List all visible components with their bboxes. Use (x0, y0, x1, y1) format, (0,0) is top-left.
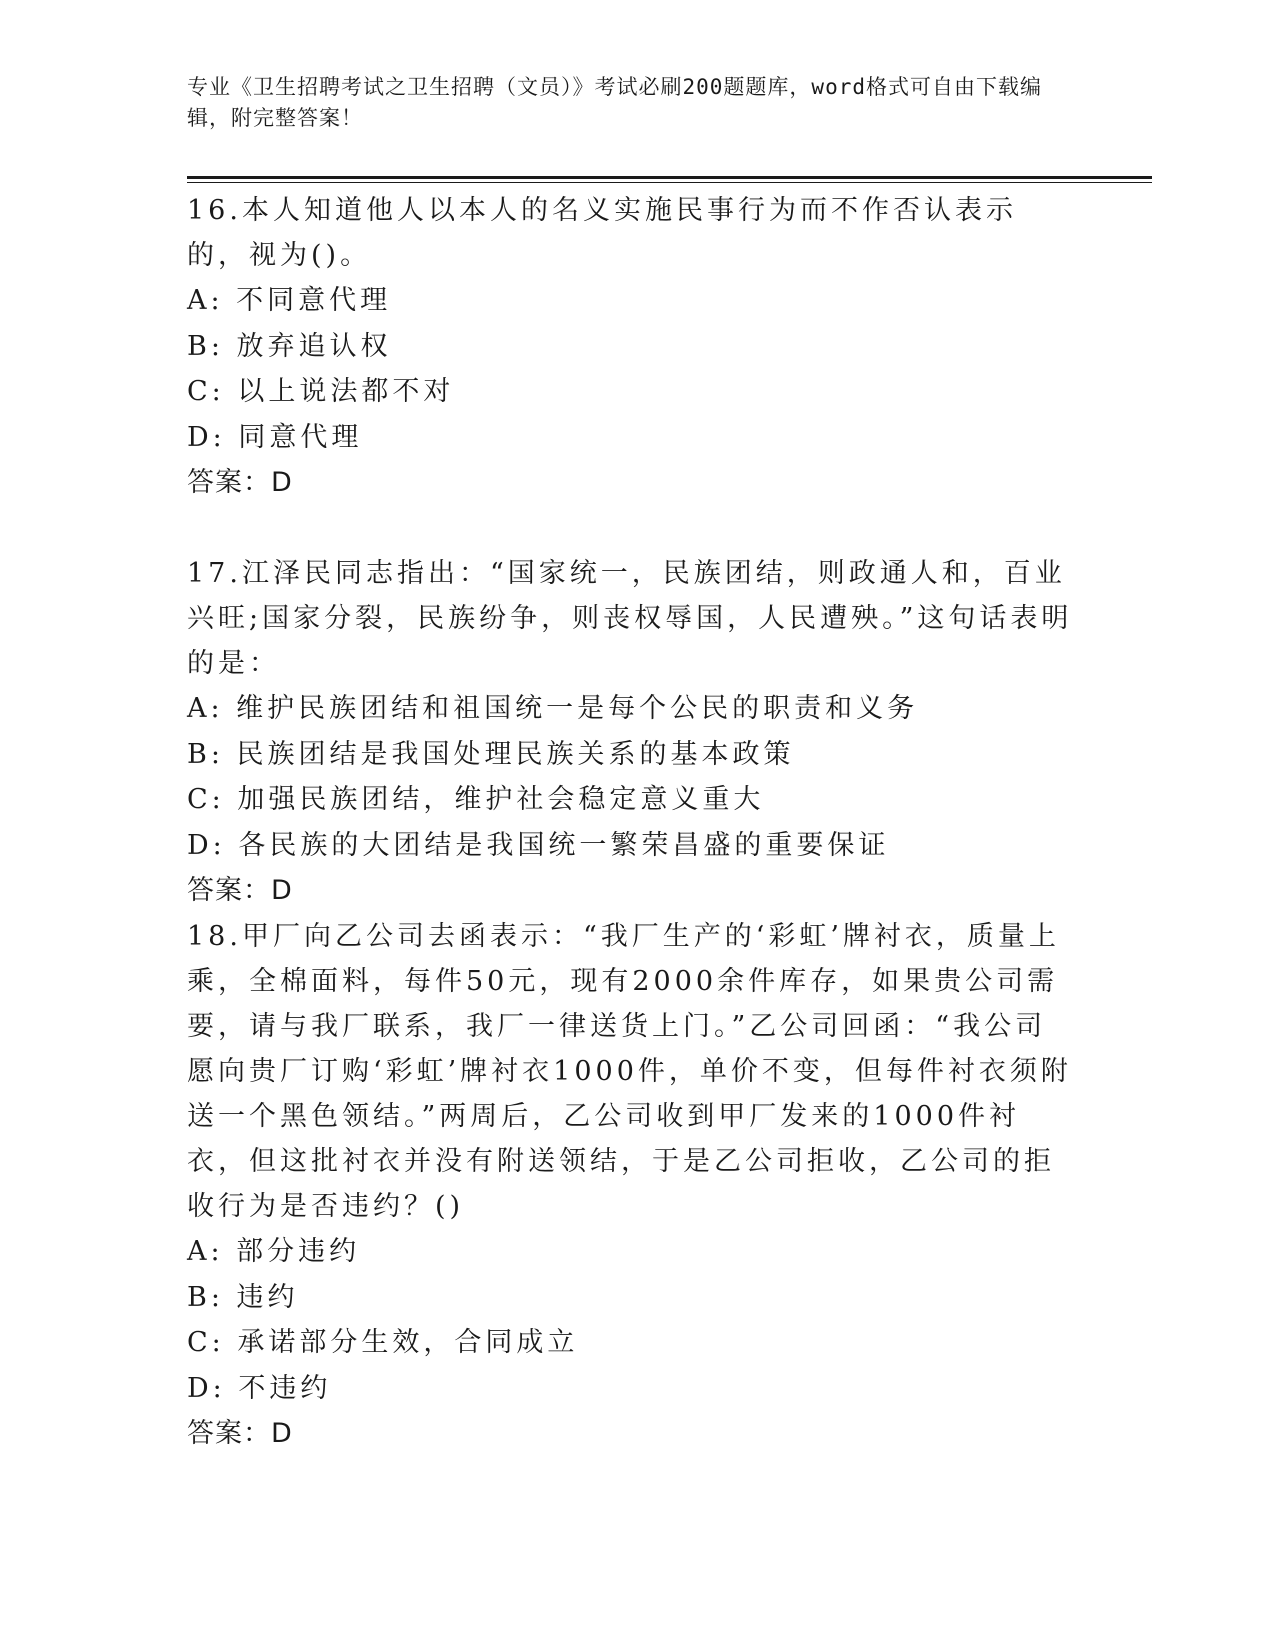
option-b: B: 民族团结是我国处理民族关系的基本政策 (187, 738, 795, 770)
option-d: D: 各民族的大团结是我国统一繁荣昌盛的重要保证 (187, 829, 890, 861)
option-d: D: 同意代理 (187, 421, 363, 453)
option-b: B: 违约 (187, 1281, 299, 1313)
option-a: A: 部分违约 (187, 1236, 361, 1267)
option-b: B: 放弃追认权 (187, 330, 392, 362)
question-stem: 17.江泽民同志指出：“国家统一，民族团结，则政通人和，百业兴旺;国家分裂，民族纷争，则丧权辱国，人民遭殃。”这句话表明的是： (187, 558, 1073, 679)
document-header: 专业《卫生招聘考试之卫生招聘（文员）》考试必刷200题题库，word格式可自由下载编辑，附完整答案！ (187, 75, 1042, 130)
question-16 (187, 188, 1077, 505)
option-a: A: 维护民族团结和祖国统一是每个公民的职责和义务 (187, 693, 919, 724)
option-c: C: 加强民族团结，维护社会稳定意义重大 (187, 784, 765, 815)
question-17 (187, 551, 1077, 913)
option-a: A: 不同意代理 (187, 285, 392, 316)
answer: 答案：D (187, 875, 293, 906)
answer: 答案：D (187, 467, 293, 498)
option-d: D: 不违约 (187, 1372, 332, 1404)
header-divider-thick (187, 176, 1152, 179)
option-c: C: 承诺部分生效，合同成立 (187, 1327, 579, 1358)
header-divider-thin (187, 182, 1152, 183)
option-c: C: 以上说法都不对 (187, 376, 455, 407)
question-stem: 16.本人知道他人以本人的名义实施民事行为而不作否认表示的，视为()。 (187, 195, 1017, 271)
answer: 答案：D (187, 1418, 293, 1449)
question-stem: 18.甲厂向乙公司去函表示：“我厂生产的‘彩虹’牌衬衣，质量上乘，全棉面料，每件50元，现有2000余件库存，如果贵公司需要，请与我厂联系，我厂一律送货上门。”乙公司回函：“我公司愿向贵厂订购‘彩虹’牌衬衣1000件，单价不变，但每件衬衣须附送一个黑色领结。”两周后，乙公司收到甲厂发来的1000件衬衣，但这批衬衣并没有附送领结，于是乙公司拒收，乙公司的拒收行为是否违约？() (187, 921, 1072, 1222)
question-18 (187, 914, 1077, 1456)
